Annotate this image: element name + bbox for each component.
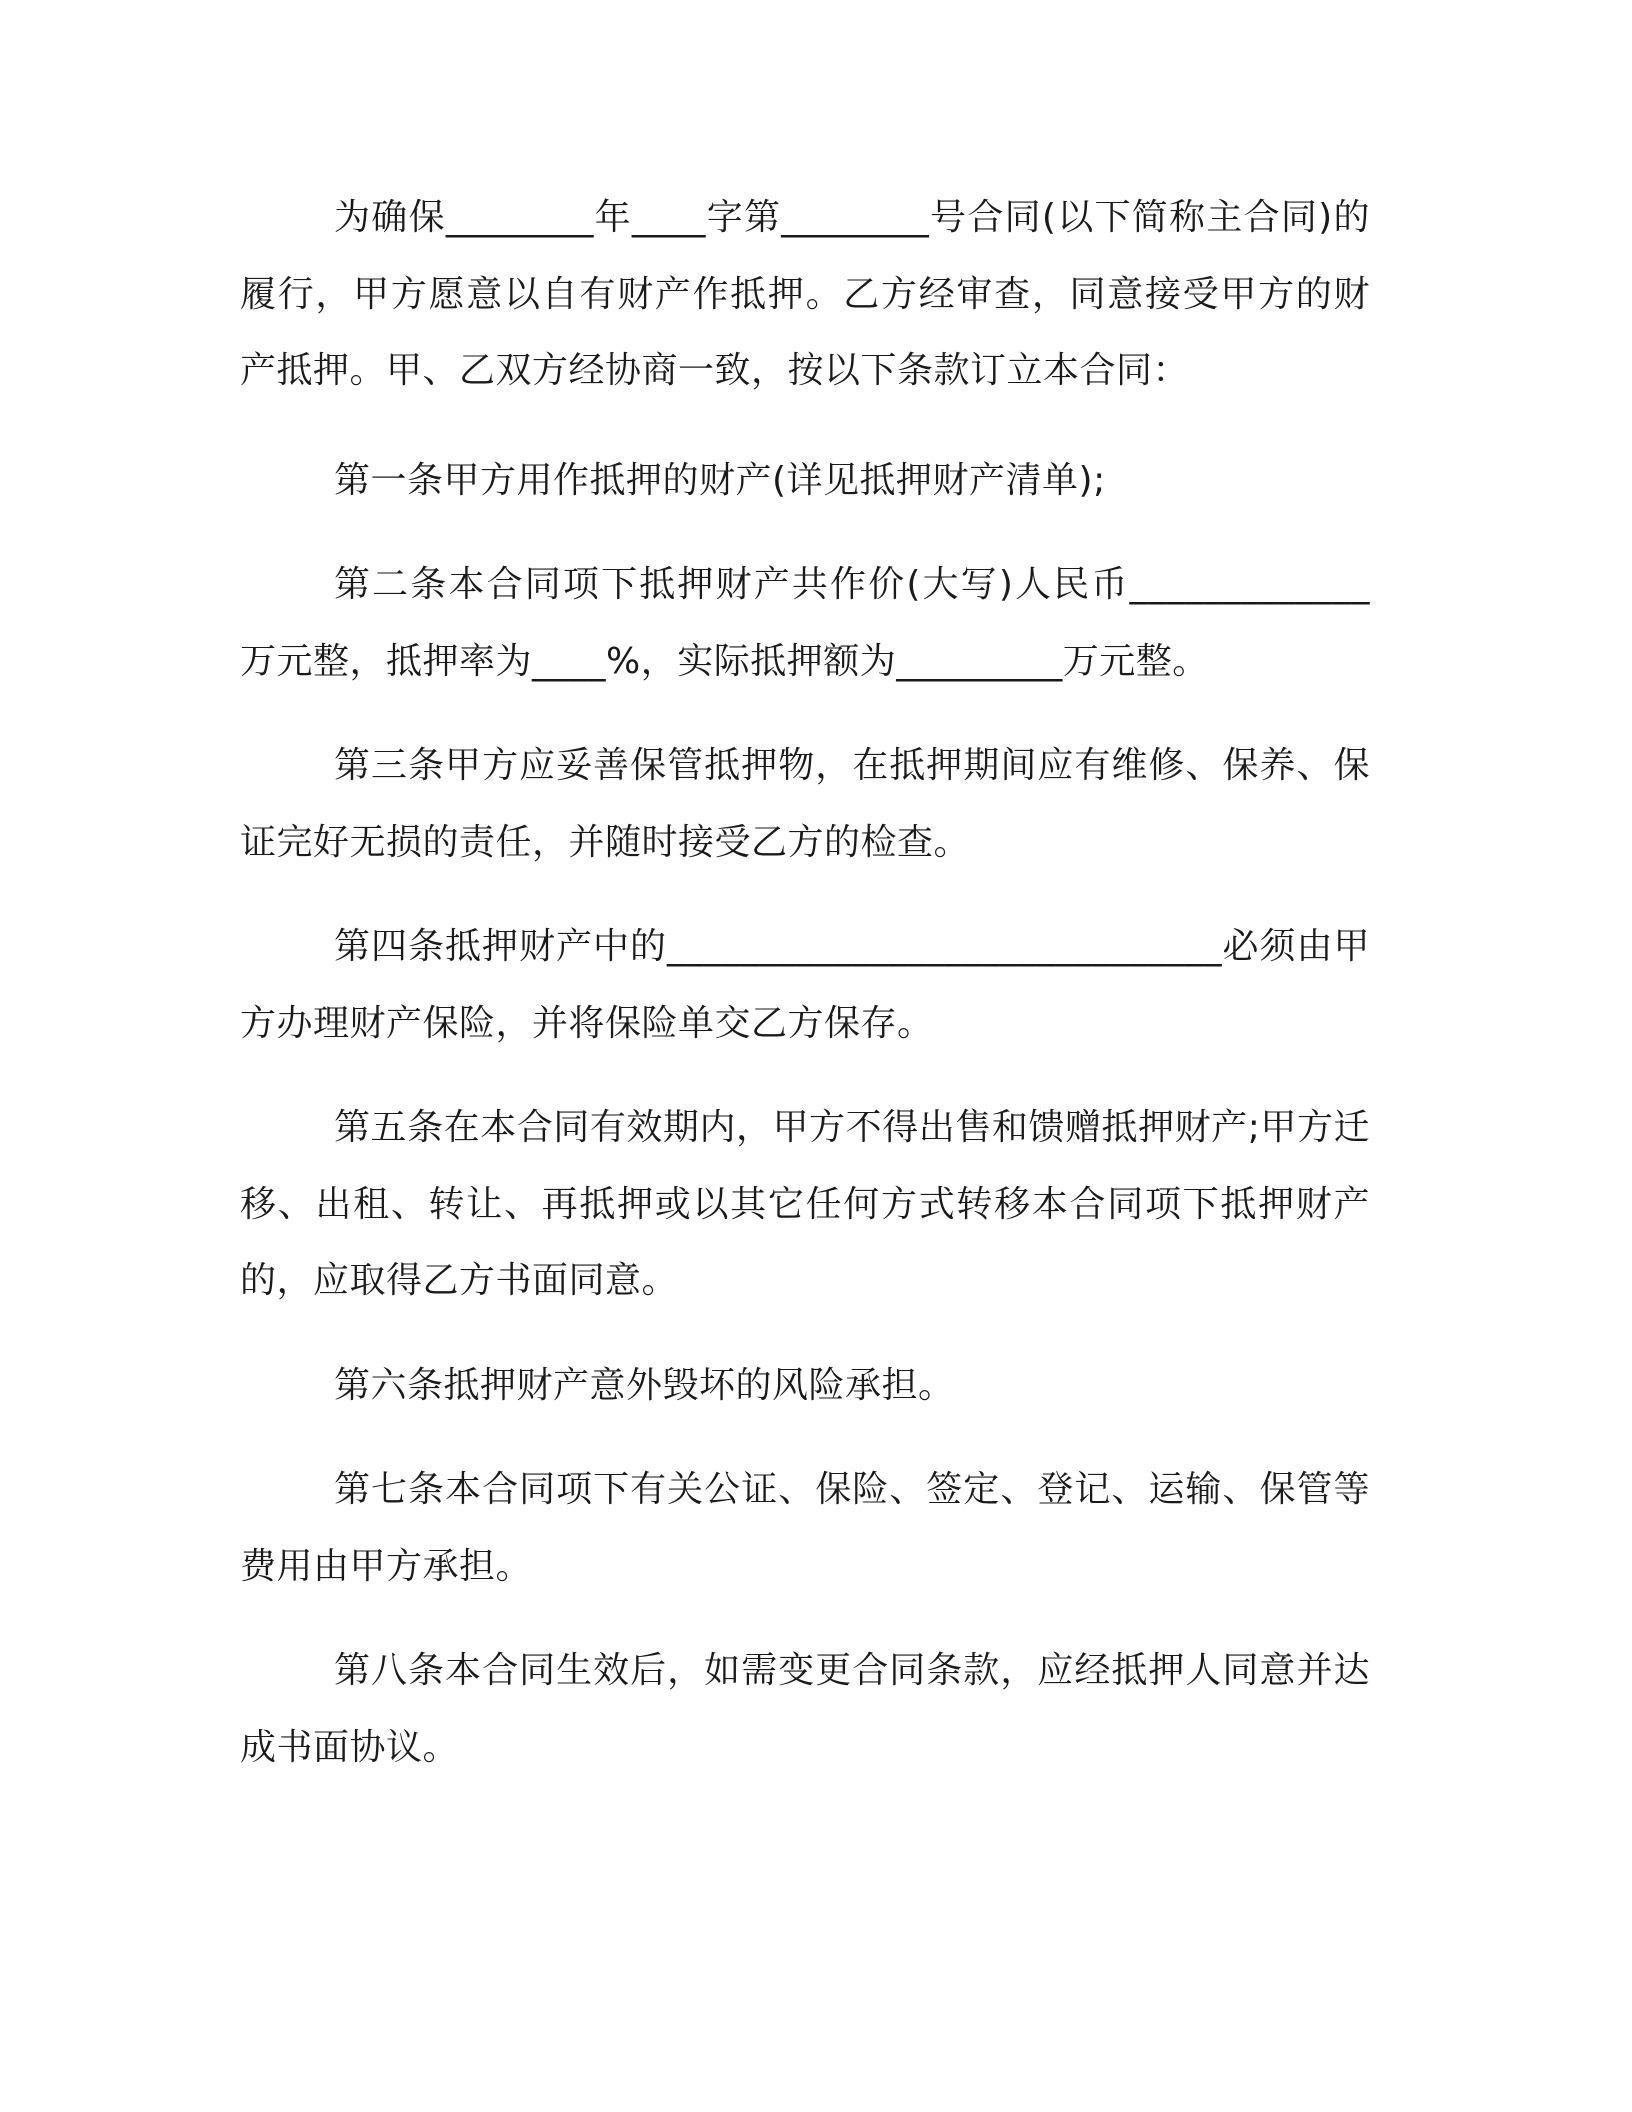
article-4-paragraph: 第四条抵押财产中的______________________________必须由甲方办理财产保险，并将保险单交乙方保存。 bbox=[240, 926, 1370, 1044]
article-6-paragraph: 第六条抵押财产意外毁坏的风险承担。 bbox=[334, 1364, 955, 1406]
article-3-paragraph: 第三条甲方应妥善保管抵押物，在抵押期间应有维修、保养、保证完好无损的责任，并随时接受乙方的检查。 bbox=[240, 745, 1370, 863]
article-5-paragraph: 第五条在本合同有效期内，甲方不得出售和馈赠抵押财产;甲方迁移、出租、转让、再抵押或以其它任何方式转移本合同项下抵押财产的，应取得乙方书面同意。 bbox=[240, 1107, 1370, 1301]
article-2-paragraph: 第二条本合同项下抵押财产共作价(大写)人民币_____________万元整，抵押率为____%，实际抵押额为_________万元整。 bbox=[240, 564, 1370, 682]
article-7-paragraph: 第七条本合同项下有关公证、保险、签定、登记、运输、保管等费用由甲方承担。 bbox=[240, 1469, 1370, 1587]
document-page bbox=[240, 180, 1370, 1814]
article-8-paragraph: 第八条本合同生效后，如需变更合同条款，应经抵押人同意并达成书面协议。 bbox=[240, 1650, 1370, 1768]
preamble-paragraph: 为确保________年____字第________号合同(以下简称主合同)的履行，甲方愿意以自有财产作抵押。乙方经审查，同意接受甲方的财产抵押。甲、乙双方经协商一致，按以下条款订立本合同： bbox=[240, 197, 1370, 391]
article-1-paragraph: 第一条甲方用作抵押的财产(详见抵押财产清单); bbox=[334, 459, 1106, 501]
